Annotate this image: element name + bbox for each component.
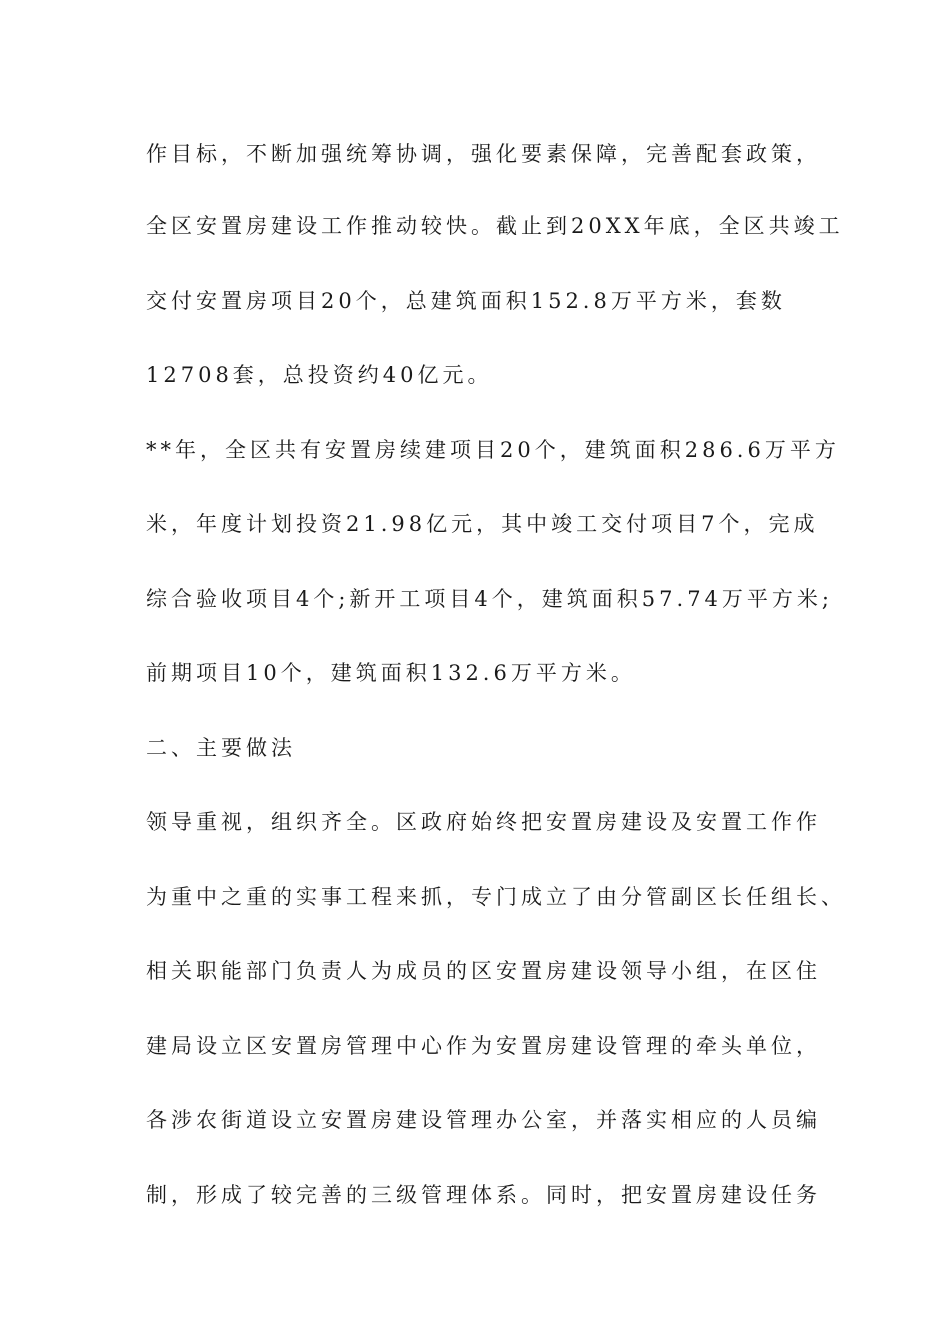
section-heading: 二、主要做法 [146, 736, 296, 760]
paragraph-line: **年，全区共有安置房续建项目20个，建筑面积286.6万平方 [146, 438, 840, 462]
paragraph-line: 交付安置房项目20个，总建筑面积152.8万平方米，套数 [146, 289, 786, 313]
paragraph-line: 制，形成了较完善的三级管理体系。同时，把安置房建设任务 [146, 1183, 821, 1207]
paragraph-line: 前期项目10个，建筑面积132.6万平方米。 [146, 661, 636, 685]
paragraph-line: 为重中之重的实事工程来抓，专门成立了由分管副区长任组长、 [146, 885, 846, 909]
paragraph-line: 12708套，总投资约40亿元。 [146, 363, 493, 387]
paragraph-line: 全区安置房建设工作推动较快。截止到20XX年底，全区共竣工 [146, 214, 844, 238]
paragraph-line: 综合验收项目4个;新开工项目4个，建筑面积57.74万平方米; [146, 587, 833, 611]
paragraph-line: 各涉农街道设立安置房建设管理办公室，并落实相应的人员编 [146, 1108, 821, 1132]
paragraph-line: 建局设立区安置房管理中心作为安置房建设管理的牵头单位， [146, 1034, 821, 1058]
paragraph-line: 米，年度计划投资21.98亿元，其中竣工交付项目7个，完成 [146, 512, 819, 536]
paragraph-line: 领导重视，组织齐全。区政府始终把安置房建设及安置工作作 [146, 810, 821, 834]
paragraph-line: 相关职能部门负责人为成员的区安置房建设领导小组，在区住 [146, 959, 821, 983]
paragraph-line: 作目标，不断加强统筹协调，强化要素保障，完善配套政策， [146, 142, 821, 166]
